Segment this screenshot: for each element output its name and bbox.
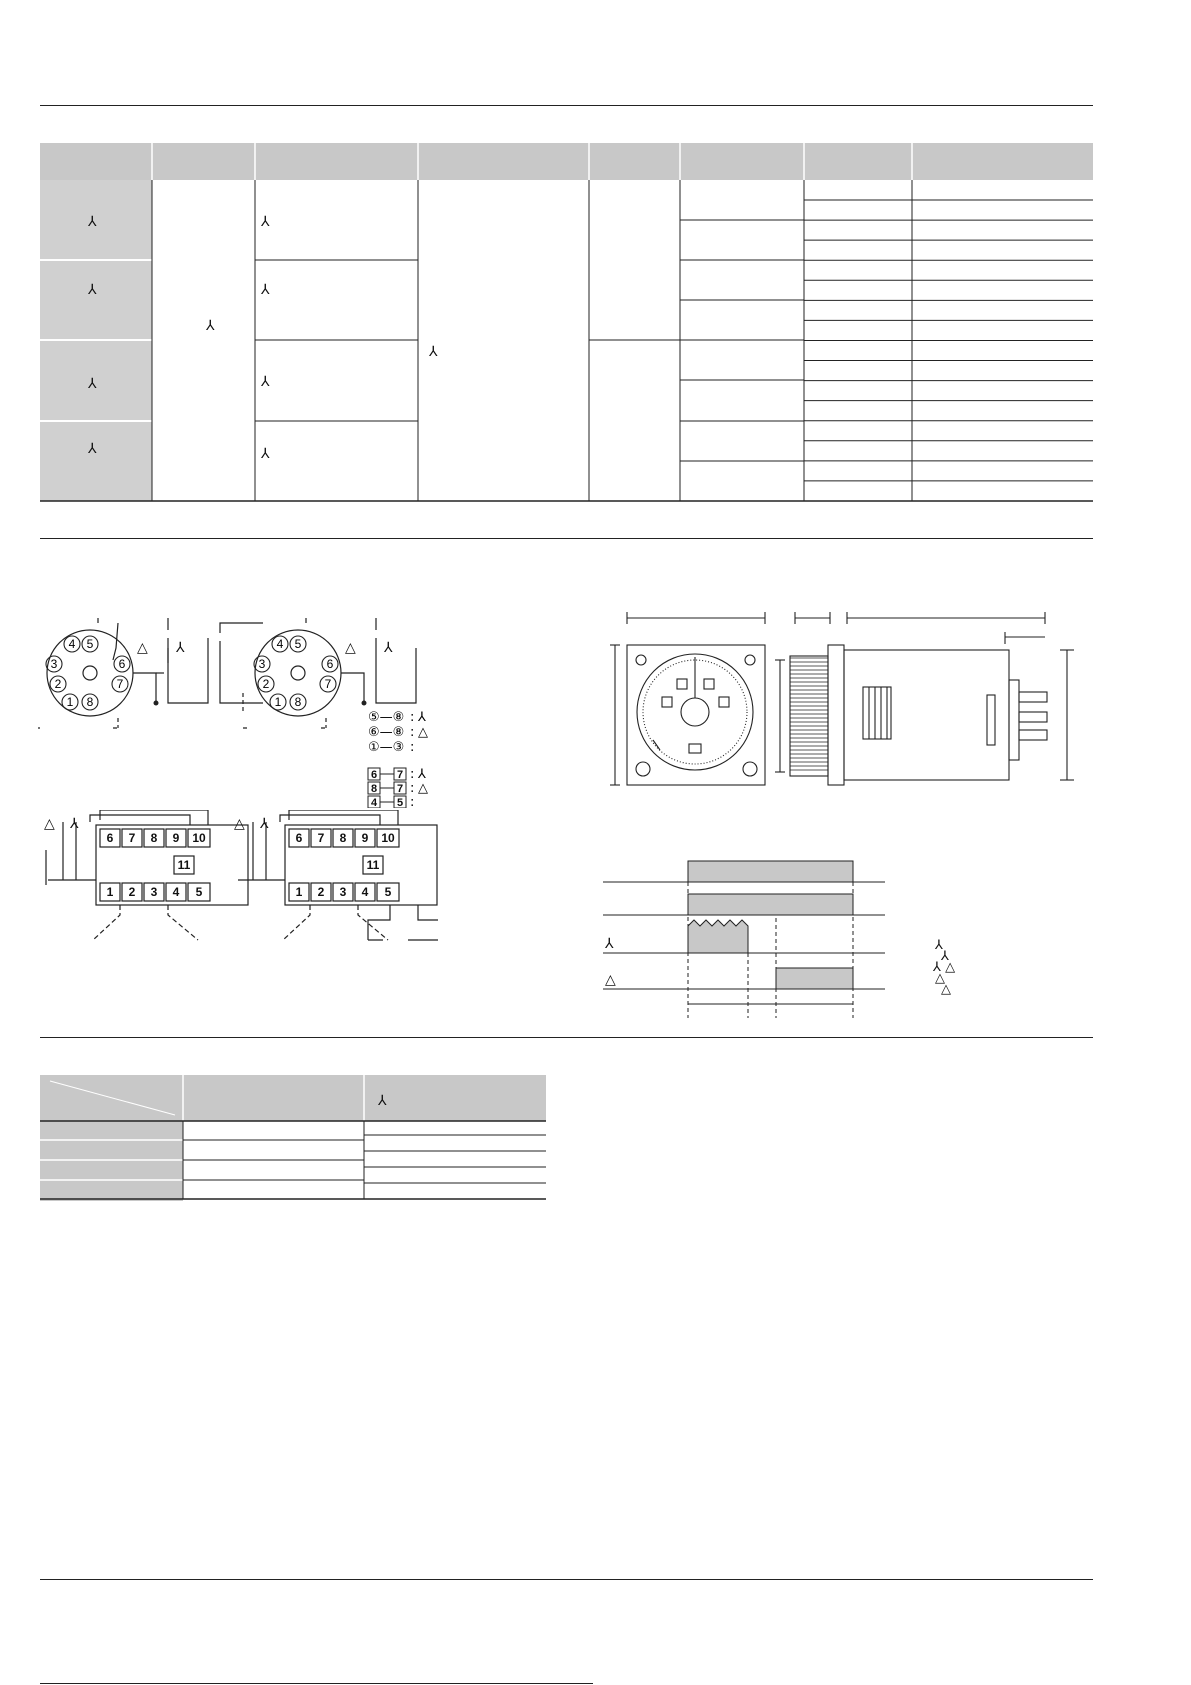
b1-pin-3: 3 [150, 885, 158, 899]
legend-sym-1: ⅄ [418, 710, 426, 725]
note-3: ⅄ △ [933, 960, 956, 975]
dimension-drawing [605, 612, 1080, 792]
legend-box-8: 8 [370, 783, 378, 795]
footer-line [40, 1683, 593, 1684]
b2-pin-7: 7 [317, 831, 325, 845]
b2-pin-8: 8 [339, 831, 347, 845]
pin-2b: 2 [262, 677, 270, 691]
legend-box-7b: 7 [396, 783, 404, 795]
b1-pin-8: 8 [150, 831, 158, 845]
b1-triangle: △ [44, 816, 55, 832]
b1-pin-1: 1 [106, 885, 114, 899]
svg-text::: : [410, 781, 415, 796]
rule-after-table [40, 538, 1093, 539]
b2-pin-11: 11 [366, 858, 380, 872]
row2-star: ⅄ [88, 282, 97, 298]
pin-3b: 3 [258, 657, 266, 671]
col3-star-3: ⅄ [261, 374, 270, 390]
legend-box-5: 5 [396, 797, 404, 808]
row3-star: ⅄ [88, 376, 97, 392]
note-5: △ [941, 982, 951, 997]
pin-4b: 4 [276, 637, 284, 651]
diag2-triangle: △ [345, 640, 356, 656]
small-table-star: ⅄ [378, 1093, 387, 1109]
note-2: ⅄ [941, 949, 949, 964]
svg-text::: : [410, 767, 415, 782]
pin-1b: 1 [274, 695, 282, 709]
rule-bottom [40, 1579, 1093, 1580]
b2-pin-9: 9 [361, 831, 369, 845]
spec-table [40, 143, 1093, 501]
b2-pin-6: 6 [295, 831, 303, 845]
pin-1: 1 [66, 695, 74, 709]
diag1-triangle: △ [137, 640, 148, 656]
row1-star: ⅄ [88, 214, 97, 230]
legend-sym-2: △ [418, 725, 428, 740]
col3-star-4: ⅄ [261, 446, 270, 462]
pin-3: 3 [50, 657, 58, 671]
pin-5b: 5 [294, 637, 302, 651]
b1-pin-2: 2 [128, 885, 136, 899]
timing-star: ⅄ [605, 936, 614, 952]
b2-pin-3: 3 [339, 885, 347, 899]
b1-pin-7: 7 [128, 831, 136, 845]
legend-box-7: 7 [396, 769, 404, 781]
pin-2: 2 [54, 677, 62, 691]
legend-pins-2: ⑥—⑧ [368, 725, 405, 740]
svg-text::: : [410, 725, 415, 740]
row4-star: ⅄ [88, 441, 97, 457]
b1-pin-6: 6 [106, 831, 114, 845]
note-1: ⅄ [935, 938, 943, 953]
rule-after-diagrams [40, 1037, 1093, 1038]
b2-triangle: △ [234, 816, 245, 832]
pin-6: 6 [118, 657, 126, 671]
col2-star: ⅄ [206, 318, 215, 334]
timing-triangle: △ [605, 972, 616, 988]
svg-text::: : [410, 795, 415, 808]
pin-4: 4 [68, 637, 76, 651]
b2-pin-2: 2 [317, 885, 325, 899]
diag2-star: ⅄ [384, 640, 393, 656]
wiring-11pin-diagrams [38, 810, 438, 945]
pin-6b: 6 [326, 657, 334, 671]
rule-top [40, 105, 1093, 106]
b1-pin-11: 11 [177, 858, 191, 872]
legend-pins-1: ⑤—⑧ [368, 710, 405, 725]
b2-star: ⅄ [260, 816, 269, 832]
col4-star: ⅄ [429, 344, 438, 360]
legend-pins-3: ①—③ [368, 740, 405, 755]
b1-pin-5: 5 [195, 885, 203, 899]
col3-star-2: ⅄ [261, 282, 270, 298]
pin-7: 7 [116, 677, 124, 691]
legend-boxed-sym-2: △ [418, 781, 428, 796]
pin-7b: 7 [324, 677, 332, 691]
b2-pin-4: 4 [361, 885, 369, 899]
diag1-star: ⅄ [176, 640, 185, 656]
pin-5: 5 [86, 637, 94, 651]
pin-8b: 8 [294, 695, 302, 709]
timing-notes [933, 940, 1053, 1020]
b1-star: ⅄ [70, 816, 79, 832]
wiring-8pin-diagrams [38, 618, 458, 808]
legend-box-6: 6 [370, 769, 378, 781]
legend-boxed-sym-1: ⅄ [418, 767, 426, 782]
b1-pin-10: 10 [192, 831, 206, 845]
pin-8: 8 [86, 695, 94, 709]
small-table [40, 1075, 546, 1201]
b2-pin-1: 1 [295, 885, 303, 899]
b2-pin-5: 5 [384, 885, 392, 899]
b2-pin-10: 10 [381, 831, 395, 845]
b1-pin-4: 4 [172, 885, 180, 899]
note-4: △ [935, 971, 945, 986]
legend-box-4: 4 [370, 797, 378, 808]
col3-star-1: ⅄ [261, 214, 270, 230]
b1-pin-9: 9 [172, 831, 180, 845]
svg-text::: : [410, 740, 415, 755]
svg-text::: : [410, 710, 415, 725]
